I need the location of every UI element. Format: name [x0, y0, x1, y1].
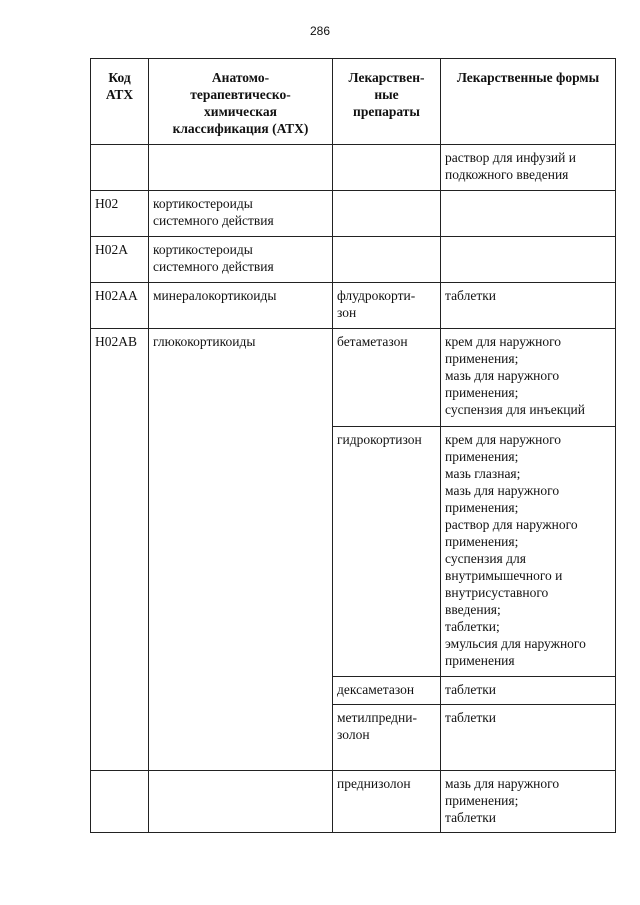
table-row [91, 677, 616, 705]
cell-forms: таблетки [441, 677, 616, 705]
table-row [91, 145, 616, 191]
cell-code [91, 771, 149, 833]
header-forms: Лекарственные формы [441, 59, 616, 145]
cell-drug: бетаметазон [333, 329, 441, 427]
table-row [91, 237, 616, 283]
table-row [91, 705, 616, 771]
table-row [91, 283, 616, 329]
header-classification: Анатомо- терапевтическо- химическая классификация (АТХ) [149, 59, 333, 145]
cell-drug: гидрокортизон [333, 427, 441, 677]
cell-classification [149, 677, 333, 705]
table-row [91, 771, 616, 833]
cell-code [91, 677, 149, 705]
cell-drug [333, 145, 441, 191]
page-number: 286 [309, 24, 331, 38]
cell-forms: таблетки [441, 705, 616, 771]
atc-table [90, 58, 616, 833]
cell-classification [149, 771, 333, 833]
cell-drug: дексаметазон [333, 677, 441, 705]
header-code: Код АТХ [91, 59, 149, 145]
cell-code: H02AA [91, 283, 149, 329]
cell-code [91, 705, 149, 771]
cell-forms: раствор для инфузий и подкожного введения [441, 145, 616, 191]
cell-code [91, 145, 149, 191]
cell-drug: флудрокорти- зон [333, 283, 441, 329]
table-row [91, 191, 616, 237]
table-row [91, 329, 616, 427]
cell-classification [149, 145, 333, 191]
header-row [91, 59, 616, 145]
cell-classification: глюкокортикоиды [149, 329, 333, 427]
cell-code: H02 [91, 191, 149, 237]
header-drugs: Лекарствен- ные препараты [333, 59, 441, 145]
table-row [91, 427, 616, 677]
cell-code: H02A [91, 237, 149, 283]
cell-forms [441, 191, 616, 237]
cell-classification: минералокортикоиды [149, 283, 333, 329]
cell-forms: таблетки [441, 283, 616, 329]
cell-classification [149, 427, 333, 677]
cell-forms: мазь для наружного применения; таблетки [441, 771, 616, 833]
cell-code [91, 427, 149, 677]
cell-drug [333, 191, 441, 237]
cell-classification: кортикостероиды системного действия [149, 237, 333, 283]
cell-drug [333, 237, 441, 283]
cell-forms [441, 237, 616, 283]
cell-forms: крем для наружного применения; мазь глазная; мазь для наружного применения; раствор для наружного применения; суспензия для внутримышечного и внутрисуставного введения; таблетки; эмульсия для наружного применения [441, 427, 616, 677]
cell-code: H02AB [91, 329, 149, 427]
cell-drug: преднизолон [333, 771, 441, 833]
cell-classification: кортикостероиды системного действия [149, 191, 333, 237]
cell-forms: крем для наружного применения; мазь для наружного применения; суспензия для инъекций [441, 329, 616, 427]
cell-drug: метилпредни- золон [333, 705, 441, 771]
cell-classification [149, 705, 333, 771]
